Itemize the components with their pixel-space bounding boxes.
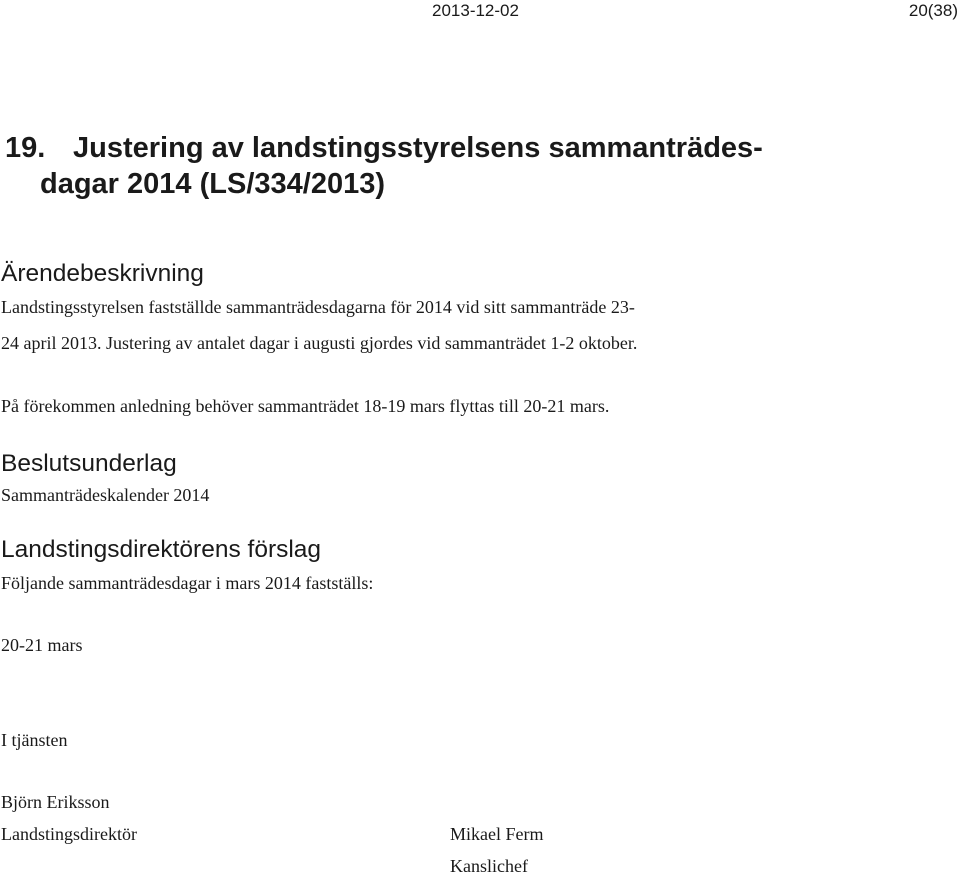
signatory-title-1: Landstingsdirektör (1, 824, 137, 844)
item-title-line2: dagar 2014 (LS/334/2013) (40, 168, 385, 200)
description-line3: På förekommen anledning behöver sammanträdet 18-19 mars flyttas till 20-21 mars. (1, 396, 610, 416)
item-number: 19. (5, 132, 46, 164)
document-date: 2013-12-02 (432, 1, 519, 20)
basis-heading: Beslutsunderlag (1, 450, 177, 477)
signatory-name-2: Mikael Ferm (450, 824, 544, 844)
page-number: 20(38) (908, 1, 958, 20)
basis-item: Sammanträdeskalender 2014 (1, 485, 210, 505)
proposal-date: 20-21 mars (1, 635, 83, 655)
description-line1: Landstingsstyrelsen fastställde sammanträdesdagarna för 2014 vid sitt sammanträde 23- (1, 297, 635, 317)
signatory-name-1: Björn Eriksson (1, 792, 110, 812)
proposal-text: Följande sammanträdesdagar i mars 2014 fastställs: (1, 573, 374, 593)
description-line2: 24 april 2013. Justering av antalet dagar i augusti gjordes vid sammanträdet 1-2 oktober. (1, 333, 638, 353)
signatory-title-2: Kanslichef (450, 856, 528, 876)
signature-note: I tjänsten (1, 730, 68, 750)
item-title-line1: Justering av landstingsstyrelsens sammanträdes- (73, 132, 763, 164)
item-title (5, 130, 845, 202)
description-heading: Ärendebeskrivning (1, 260, 204, 287)
proposal-heading: Landstingsdirektörens förslag (1, 536, 322, 563)
